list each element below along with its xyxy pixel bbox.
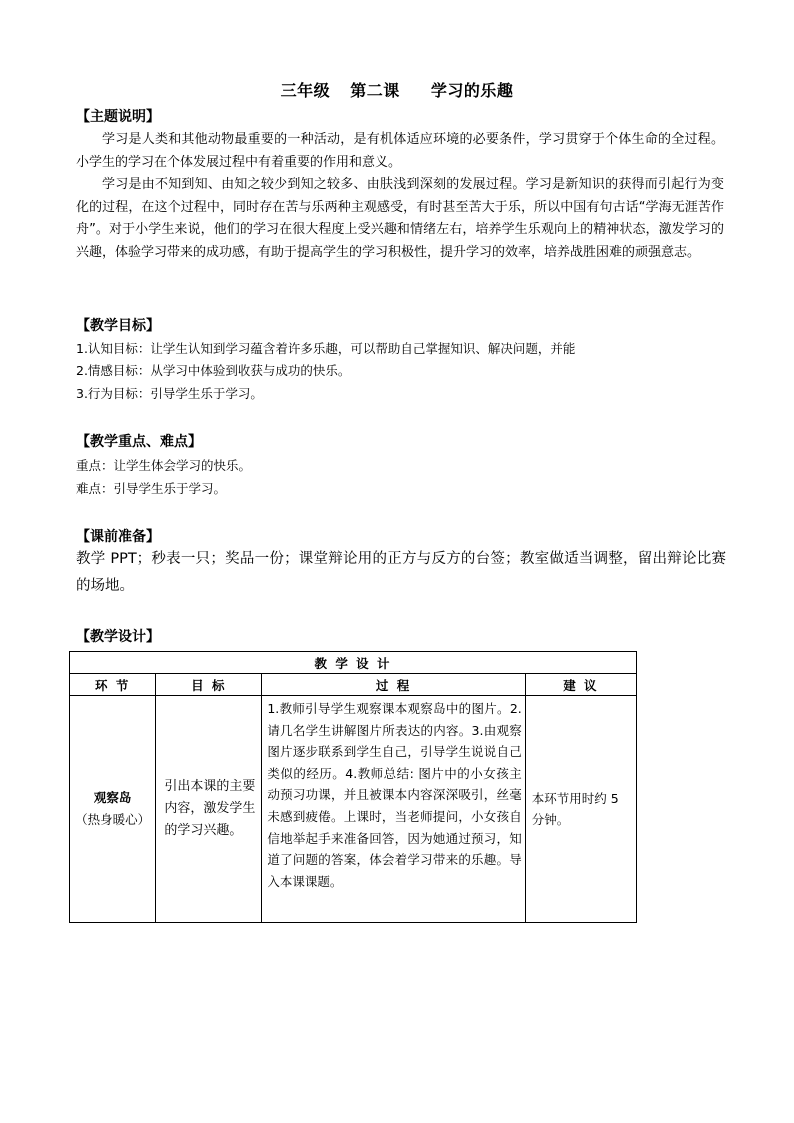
theme-paragraph-1: 学习是人类和其他动物最重要的一种活动，是有机体适应环境的必要条件，学习贯穿于个体生命的全过程。小学生的学习在个体发展过程中有着重要的作用和意义。 (76, 132, 724, 170)
preparation-heading: 【课前准备】 (76, 529, 160, 545)
process-cell: 1.教师引导学生观察课本观察岛中的图片。2.请几名学生讲解图片所表达的内容。3.由观察图片逐步联系到学生自己，引导学生说说自己类似的经历。4.教师总结: 图片中的小女孩主动预习功课，并且被课本内容深深吸引，丝毫未感到疲倦。上课时，当老师提问，小女孩自信地举起手来准备回答，因为她通过预习，知道了问题的答案，体会着学习带来的乐趣。导入本课课题。 (262, 696, 525, 923)
keypoints-heading: 【教学重点、难点】 (76, 434, 202, 450)
env-name: 观察岛 (93, 790, 132, 805)
keypoint-item: 重点：让学生体会学习的快乐。 (76, 458, 252, 473)
design-table (69, 651, 637, 923)
objective-item: 3.行为目标：引导学生乐于学习。 (76, 386, 263, 401)
theme-paragraph-2: 学习是由不知到知、由知之较少到知之较多、由肤浅到深刻的发展过程。学习是新知识的获得而引起行为变化的过程，在这个过程中，同时存在苦与乐两种主观感受，有时甚至苦大于乐，所以中国有句古话“学海无涯苦作舟”。对于小学生来说，他们的学习在很大程度上受兴趣和情绪左右，培养学生乐观向上的精神状态，激发学习的兴趣，体验学习带来的成功感，有助于提高学生的学习积极性，提升学习的效率，培养战胜困难的顽强意志。 (76, 177, 724, 260)
table-title-row (70, 652, 637, 674)
preparation-text: 教学 PPT；秒表一只；奖品一份；课堂辩论用的正方与反方的台签；教室做适当调整，留出辩论比赛的场地。 (76, 551, 726, 594)
suggestion-cell: 本环节用时约 5 分钟。 (525, 696, 636, 923)
objective-item: 2.情感目标：从学习中体验到收获与成功的快乐。 (76, 363, 351, 378)
theme-heading: 【主题说明】 (76, 109, 160, 125)
env-subtitle: （热身暖心） (75, 812, 151, 827)
column-header-env: 环 节 (70, 674, 156, 696)
title-topic: 学习的乐趣 (430, 81, 514, 100)
goal-cell: 引出本课的主要内容，激发学生的学习兴趣。 (156, 696, 262, 923)
title-grade: 三年级 (280, 81, 331, 100)
column-header-goal: 目 标 (156, 674, 262, 696)
page-title (0, 78, 794, 101)
table-header-row (70, 674, 637, 696)
env-cell (70, 696, 156, 923)
design-heading: 【教学设计】 (76, 629, 160, 645)
column-header-suggestion: 建 议 (525, 674, 636, 696)
objectives-heading: 【教学目标】 (76, 318, 160, 334)
keypoint-item: 难点：引导学生乐于学习。 (76, 481, 227, 496)
table-title: 教 学 设 计 (70, 652, 637, 674)
column-header-process: 过 程 (262, 674, 525, 696)
title-lesson: 第二课 (350, 81, 400, 100)
objective-item: 1.认知目标：让学生认知到学习蕴含着许多乐趣，可以帮助自己掌握知识、解决问题，并能 (76, 341, 576, 356)
table-row (70, 696, 637, 923)
